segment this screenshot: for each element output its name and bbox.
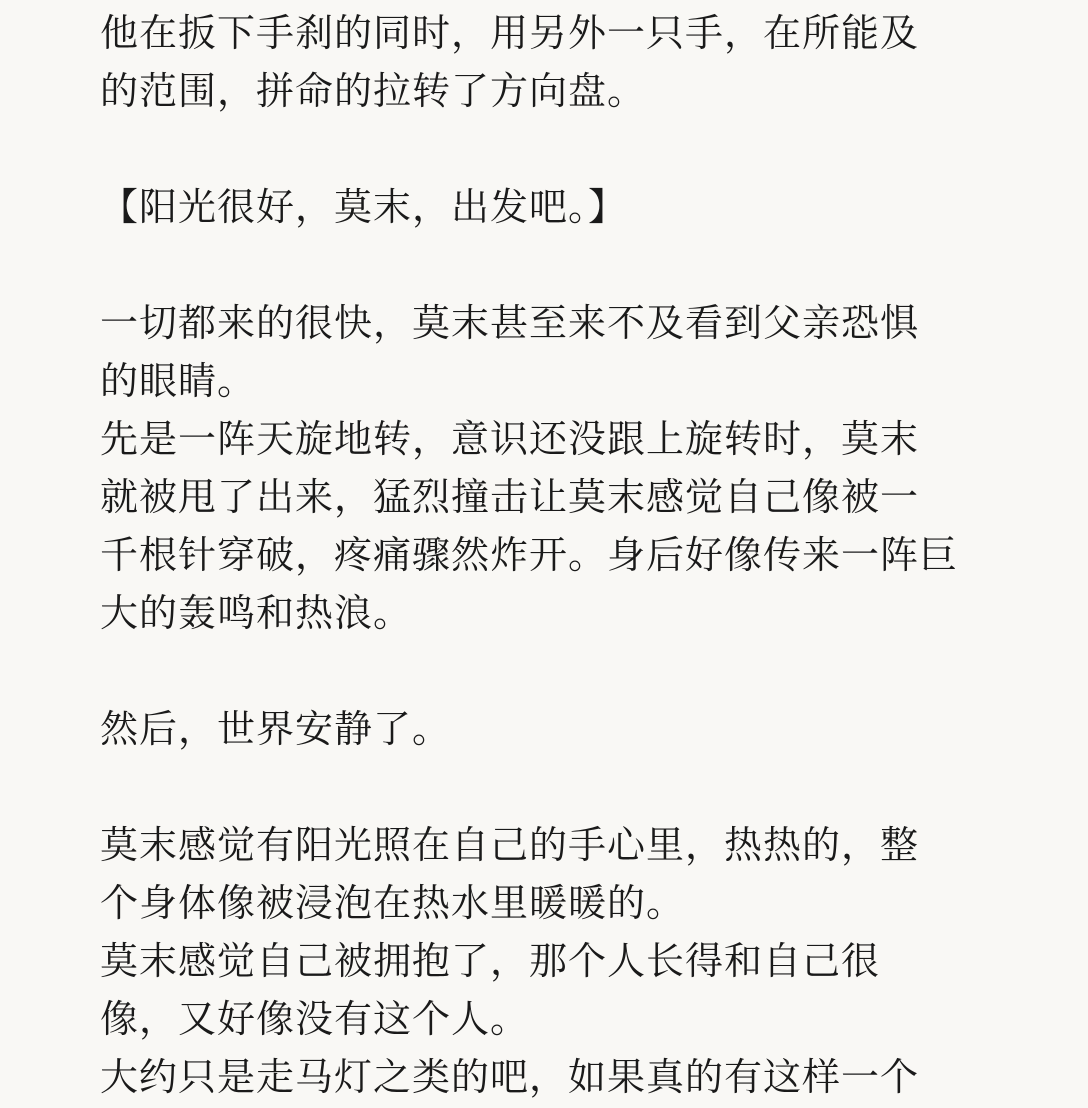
paragraph-gap bbox=[100, 642, 1000, 700]
paragraph bbox=[100, 700, 1000, 758]
text-line: 他在扳下手刹的同时，用另外一只手，在所能及 bbox=[100, 11, 920, 55]
text-line: 大约只是走马灯之类的吧，如果真的有这样一个 bbox=[100, 1055, 920, 1099]
story-text bbox=[100, 4, 1000, 1106]
paragraph bbox=[100, 294, 1000, 642]
paragraph bbox=[100, 816, 1000, 1106]
text-line: 一切都来的很快，莫末甚至来不及看到父亲恐惧 bbox=[100, 301, 920, 345]
text-line: 的范围，拼命的拉转了方向盘。 bbox=[100, 69, 647, 113]
text-line: 然后，世界安静了。 bbox=[100, 707, 452, 751]
paragraph-gap bbox=[100, 120, 1000, 178]
text-line: 莫末感觉自己被拥抱了，那个人长得和自己很 bbox=[100, 939, 881, 983]
text-line: 大的轰鸣和热浪。 bbox=[100, 591, 413, 635]
text-line: 个身体像被浸泡在热水里暖暖的。 bbox=[100, 881, 686, 925]
paragraph-gap bbox=[100, 236, 1000, 294]
text-line: 【阳光很好，莫末，出发吧。】 bbox=[100, 185, 628, 229]
text-line: 的眼睛。 bbox=[100, 359, 257, 403]
paragraph bbox=[100, 178, 1000, 236]
text-line: 像，又好像没有这个人。 bbox=[100, 997, 530, 1041]
text-line: 就被甩了出来，猛烈撞击让莫末感觉自己像被一 bbox=[100, 475, 920, 519]
text-line: 先是一阵天旋地转，意识还没跟上旋转时，莫末 bbox=[100, 417, 920, 461]
paragraph-gap bbox=[100, 758, 1000, 816]
text-line: 莫末感觉有阳光照在自己的手心里，热热的，整 bbox=[100, 823, 920, 867]
text-line: 千根针穿破，疼痛骤然炸开。身后好像传来一阵巨 bbox=[100, 533, 959, 577]
paragraph bbox=[100, 4, 1000, 120]
